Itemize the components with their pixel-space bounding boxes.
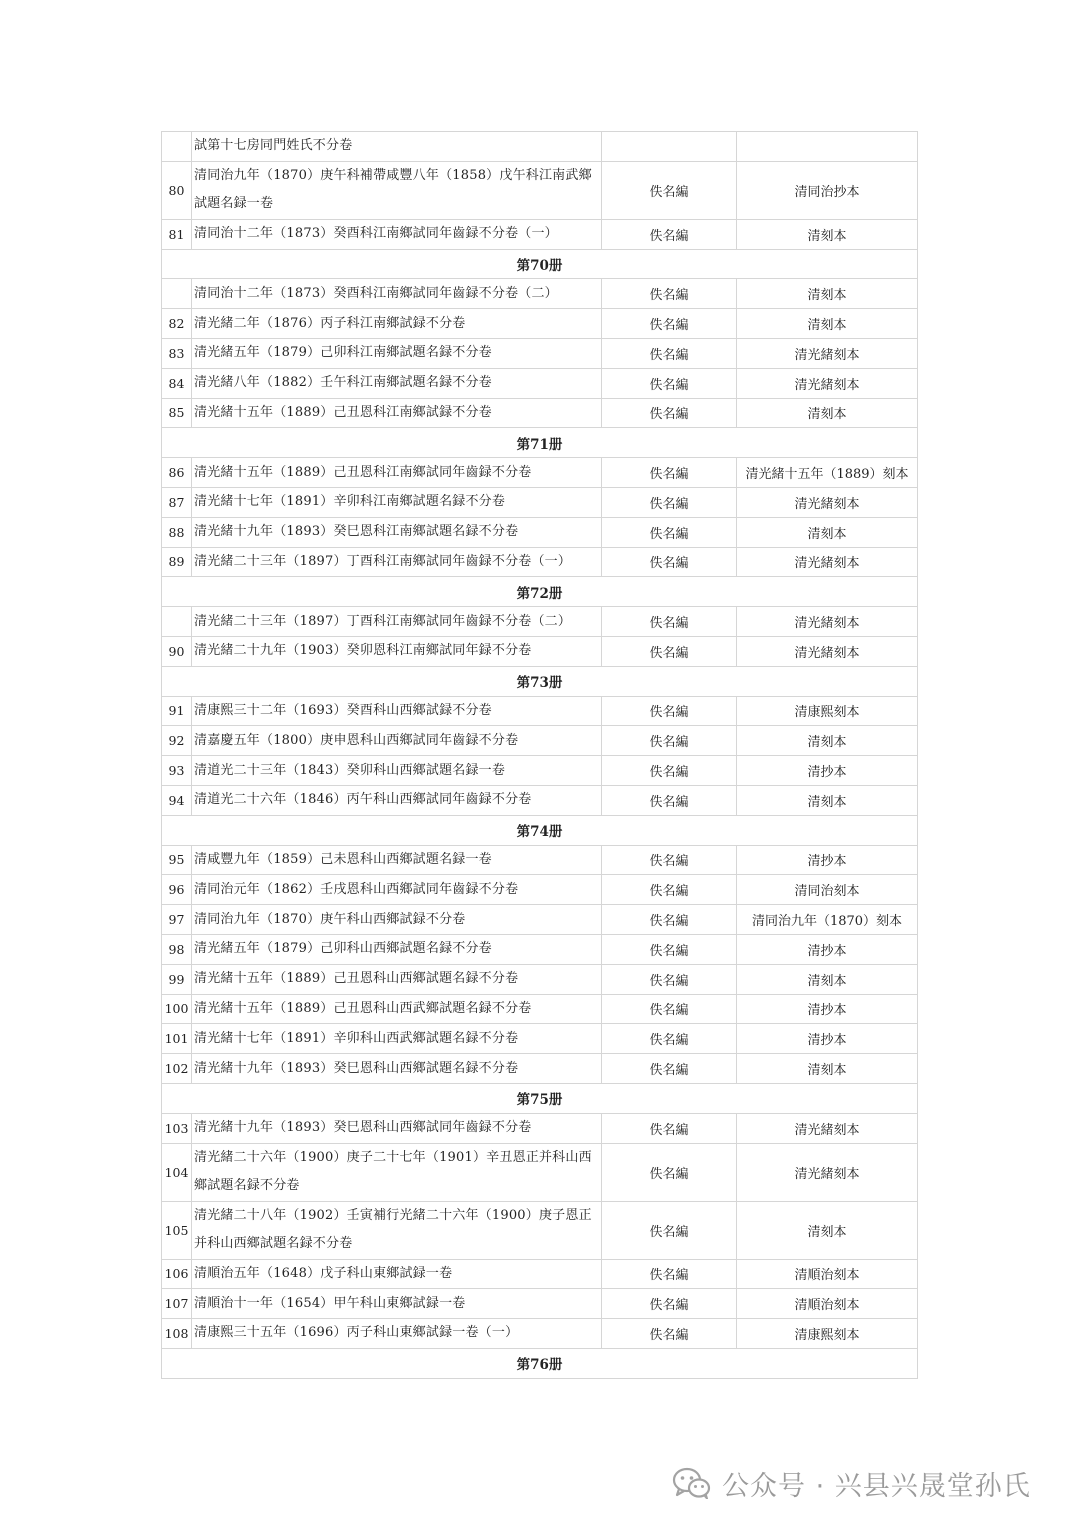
entry-author: 佚名編 (602, 875, 737, 905)
entry-author: 佚名編 (602, 696, 737, 726)
entry-title: 清道光二十三年（1843）癸卯科山西鄉試題名録一卷 (192, 756, 602, 786)
table-row (162, 785, 918, 815)
entry-author: 佚名編 (602, 398, 737, 428)
entry-number: 108 (162, 1319, 192, 1349)
table-row (162, 964, 918, 994)
entry-title: 清光緒十九年（1893）癸巳恩科山西鄉試同年齒録不分卷 (192, 1113, 602, 1143)
entry-number: 97 (162, 905, 192, 935)
entry-author: 佚名編 (602, 905, 737, 935)
table-row (162, 368, 918, 398)
entry-author: 佚名編 (602, 785, 737, 815)
entry-edition: 清光緒刻本 (737, 487, 918, 517)
table-row (162, 696, 918, 726)
entry-title: 清光緒二十三年（1897）丁酉科江南鄉試同年齒録不分卷（一） (192, 547, 602, 577)
table-row (162, 607, 918, 637)
table-row (162, 1024, 918, 1054)
table-row (162, 1143, 918, 1201)
entry-author: 佚名編 (602, 547, 737, 577)
entry-author: 佚名編 (602, 279, 737, 309)
table-row (162, 132, 918, 162)
volume-header-row (162, 577, 918, 607)
entry-title: 清光緒五年（1879）己卯科山西鄉試題名録不分卷 (192, 934, 602, 964)
entry-author: 佚名編 (602, 756, 737, 786)
entry-edition: 清刻本 (737, 726, 918, 756)
table-row (162, 994, 918, 1024)
entry-title: 清光緒十五年（1889）己丑恩科山西鄉試題名録不分卷 (192, 964, 602, 994)
entry-number: 105 (162, 1201, 192, 1259)
entry-author: 佚名編 (602, 1201, 737, 1259)
volume-label: 第73册 (162, 666, 918, 696)
entry-edition: 清刻本 (737, 398, 918, 428)
entry-author: 佚名編 (602, 458, 737, 488)
table-row (162, 338, 918, 368)
volume-label: 第74册 (162, 815, 918, 845)
entry-number: 81 (162, 219, 192, 249)
entry-number (162, 279, 192, 309)
entry-edition: 清光緒刻本 (737, 1113, 918, 1143)
entry-number (162, 132, 192, 162)
table-row (162, 487, 918, 517)
entry-title: 清光緒十九年（1893）癸巳恩科江南鄉試題名録不分卷 (192, 517, 602, 547)
watermark-text: 公众号 · 兴县兴晟堂孙氏 (722, 1470, 1031, 1502)
entry-edition: 清光緒刻本 (737, 338, 918, 368)
table-row (162, 398, 918, 428)
entry-edition: 清抄本 (737, 845, 918, 875)
entry-edition: 清抄本 (737, 756, 918, 786)
entry-edition: 清光緒十五年（1889）刻本 (737, 458, 918, 488)
entry-number: 88 (162, 517, 192, 547)
entry-title: 清順治十一年（1654）甲午科山東鄉試録一卷 (192, 1289, 602, 1319)
entry-title: 清光緒十五年（1889）己丑恩科江南鄉試同年齒録不分卷 (192, 458, 602, 488)
entry-number: 80 (162, 161, 192, 219)
entry-title: 清同治元年（1862）壬戌恩科山西鄉試同年齒録不分卷 (192, 875, 602, 905)
entry-edition: 清刻本 (737, 279, 918, 309)
entry-number: 92 (162, 726, 192, 756)
entry-number: 91 (162, 696, 192, 726)
entry-number: 101 (162, 1024, 192, 1054)
volume-label: 第76册 (162, 1348, 918, 1378)
table-row (162, 517, 918, 547)
entry-author: 佚名編 (602, 845, 737, 875)
entry-number: 107 (162, 1289, 192, 1319)
entry-author: 佚名編 (602, 517, 737, 547)
entry-author: 佚名編 (602, 1054, 737, 1084)
table-row (162, 756, 918, 786)
entry-number: 90 (162, 636, 192, 666)
entry-author: 佚名編 (602, 1143, 737, 1201)
entry-edition: 清刻本 (737, 785, 918, 815)
entry-title: 清順治五年（1648）戊子科山東鄉試録一卷 (192, 1259, 602, 1289)
entry-edition: 清抄本 (737, 934, 918, 964)
entry-title: 清道光二十六年（1846）丙午科山西鄉試同年齒録不分卷 (192, 785, 602, 815)
entry-edition: 清光緒刻本 (737, 547, 918, 577)
entry-edition: 清光緒刻本 (737, 368, 918, 398)
entry-author: 佚名編 (602, 1259, 737, 1289)
table-row (162, 726, 918, 756)
entry-title: 清光緒二十三年（1897）丁酉科江南鄉試同年齒録不分卷（二） (192, 607, 602, 637)
entry-title: 清咸豐九年（1859）己未恩科山西鄉試題名録一卷 (192, 845, 602, 875)
table-row (162, 1259, 918, 1289)
entry-author: 佚名編 (602, 161, 737, 219)
entry-author: 佚名編 (602, 309, 737, 339)
entry-title: 清同治九年（1870）庚午科補帶咸豐八年（1858）戊午科江南武鄉試題名録一卷 (192, 161, 602, 219)
entry-edition: 清同治刻本 (737, 875, 918, 905)
entry-edition: 清刻本 (737, 1054, 918, 1084)
entry-title: 清光緒二十九年（1903）癸卯恩科江南鄉試同年録不分卷 (192, 636, 602, 666)
volume-label: 第75册 (162, 1083, 918, 1113)
entry-number: 102 (162, 1054, 192, 1084)
entry-edition: 清順治刻本 (737, 1289, 918, 1319)
table-row (162, 547, 918, 577)
entry-title: 清嘉慶五年（1800）庚申恩科山西鄉試同年齒録不分卷 (192, 726, 602, 756)
entry-edition: 清同治抄本 (737, 161, 918, 219)
table-row (162, 1113, 918, 1143)
entry-author: 佚名編 (602, 487, 737, 517)
table-row (162, 219, 918, 249)
entry-number: 85 (162, 398, 192, 428)
table-row (162, 905, 918, 935)
entry-author: 佚名編 (602, 219, 737, 249)
entry-author (602, 132, 737, 162)
entry-author: 佚名編 (602, 1024, 737, 1054)
entry-title: 試第十七房同門姓氏不分卷 (192, 132, 602, 162)
entry-edition: 清康熙刻本 (737, 1319, 918, 1349)
entry-author: 佚名編 (602, 368, 737, 398)
entry-number: 93 (162, 756, 192, 786)
entry-edition: 清刻本 (737, 309, 918, 339)
entry-number: 89 (162, 547, 192, 577)
entry-number: 103 (162, 1113, 192, 1143)
entry-edition: 清光緒刻本 (737, 636, 918, 666)
entry-edition: 清順治刻本 (737, 1259, 918, 1289)
volume-header-row (162, 666, 918, 696)
entry-title: 清康熙三十二年（1693）癸酉科山西鄉試録不分卷 (192, 696, 602, 726)
volume-header-row (162, 249, 918, 279)
entry-number: 84 (162, 368, 192, 398)
entry-number: 95 (162, 845, 192, 875)
entry-edition: 清刻本 (737, 219, 918, 249)
entry-title: 清光緒十九年（1893）癸巳恩科山西鄉試題名録不分卷 (192, 1054, 602, 1084)
table-row (162, 636, 918, 666)
volume-header-row (162, 1348, 918, 1378)
volume-label: 第70册 (162, 249, 918, 279)
table-row (162, 845, 918, 875)
entry-author: 佚名編 (602, 338, 737, 368)
entry-title: 清光緒二年（1876）丙子科江南鄉試録不分卷 (192, 309, 602, 339)
entry-number: 104 (162, 1143, 192, 1201)
entry-title: 清光緒十五年（1889）己丑恩科山西武鄉試題名録不分卷 (192, 994, 602, 1024)
entry-edition (737, 132, 918, 162)
entry-edition: 清刻本 (737, 1201, 918, 1259)
entry-edition: 清抄本 (737, 1024, 918, 1054)
entry-number: 100 (162, 994, 192, 1024)
entry-edition: 清刻本 (737, 517, 918, 547)
table-row (162, 1319, 918, 1349)
wechat-icon (672, 1467, 712, 1499)
volume-header-row (162, 815, 918, 845)
entry-author: 佚名編 (602, 934, 737, 964)
volume-header-row (162, 1083, 918, 1113)
table-row (162, 279, 918, 309)
catalog-table (161, 131, 918, 1379)
entry-title: 清光緒五年（1879）己卯科江南鄉試題名録不分卷 (192, 338, 602, 368)
entry-title: 清同治十二年（1873）癸酉科江南鄉試同年齒録不分卷（一） (192, 219, 602, 249)
volume-label: 第71册 (162, 428, 918, 458)
volume-label: 第72册 (162, 577, 918, 607)
entry-number: 106 (162, 1259, 192, 1289)
entry-title: 清光緒十七年（1891）辛卯科江南鄉試題名録不分卷 (192, 487, 602, 517)
entry-author: 佚名編 (602, 607, 737, 637)
entry-author: 佚名編 (602, 636, 737, 666)
entry-title: 清同治九年（1870）庚午科山西鄉試録不分卷 (192, 905, 602, 935)
entry-edition: 清光緒刻本 (737, 1143, 918, 1201)
entry-title: 清同治十二年（1873）癸酉科江南鄉試同年齒録不分卷（二） (192, 279, 602, 309)
entry-edition: 清同治九年（1870）刻本 (737, 905, 918, 935)
watermark (672, 1461, 1031, 1505)
table-row (162, 309, 918, 339)
entry-number: 98 (162, 934, 192, 964)
entry-title: 清光緒二十八年（1902）壬寅補行光緒二十六年（1900）庚子恩正并科山西鄉試題名録不分卷 (192, 1201, 602, 1259)
table-row (162, 1054, 918, 1084)
entry-title: 清光緒十五年（1889）己丑恩科江南鄉試録不分卷 (192, 398, 602, 428)
entry-author: 佚名編 (602, 1113, 737, 1143)
entry-number: 87 (162, 487, 192, 517)
entry-number: 83 (162, 338, 192, 368)
entry-number: 99 (162, 964, 192, 994)
entry-title: 清光緒八年（1882）壬午科江南鄉試題名録不分卷 (192, 368, 602, 398)
table-row (162, 1289, 918, 1319)
table-row (162, 1201, 918, 1259)
entry-edition: 清抄本 (737, 994, 918, 1024)
entry-number: 94 (162, 785, 192, 815)
entry-author: 佚名編 (602, 1319, 737, 1349)
entry-title: 清康熙三十五年（1696）丙子科山東鄉試録一卷（一） (192, 1319, 602, 1349)
entry-edition: 清康熙刻本 (737, 696, 918, 726)
table-row (162, 161, 918, 219)
entry-author: 佚名編 (602, 1289, 737, 1319)
entry-author: 佚名編 (602, 726, 737, 756)
table-row (162, 875, 918, 905)
entry-edition: 清刻本 (737, 964, 918, 994)
entry-number: 86 (162, 458, 192, 488)
entry-edition: 清光緒刻本 (737, 607, 918, 637)
entry-number: 96 (162, 875, 192, 905)
entry-author: 佚名編 (602, 964, 737, 994)
entry-title: 清光緒二十六年（1900）庚子二十七年（1901）辛丑恩正并科山西鄉試題名録不分卷 (192, 1143, 602, 1201)
table-row (162, 934, 918, 964)
entry-number (162, 607, 192, 637)
entry-number: 82 (162, 309, 192, 339)
table-row (162, 458, 918, 488)
volume-header-row (162, 428, 918, 458)
entry-title: 清光緒十七年（1891）辛卯科山西武鄉試題名録不分卷 (192, 1024, 602, 1054)
entry-author: 佚名編 (602, 994, 737, 1024)
